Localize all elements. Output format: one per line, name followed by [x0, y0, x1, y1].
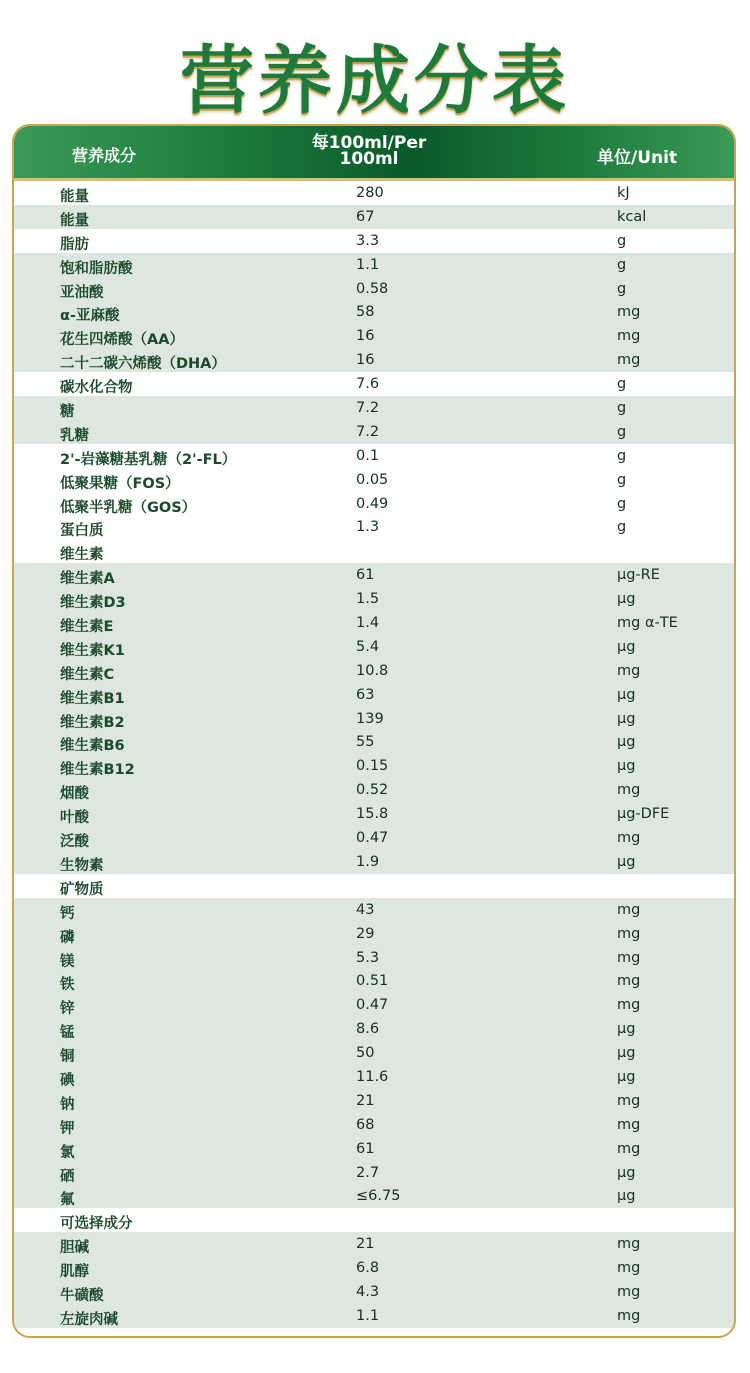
table-row: [14, 707, 734, 731]
nutrient-unit: mg: [617, 830, 641, 847]
nutrient-name: 维生素C: [60, 666, 115, 683]
table-row: [14, 1232, 734, 1256]
nutrient-value: 61: [356, 567, 375, 584]
nutrient-name: 二十二碳六烯酸（DHA）: [60, 356, 226, 373]
nutrient-name: 碘: [60, 1072, 75, 1089]
table-row: [14, 1089, 734, 1113]
table-row: [14, 659, 734, 683]
nutrient-name: 维生素K1: [60, 642, 125, 659]
table-row: [14, 492, 734, 516]
nutrient-value: 0.51: [356, 973, 389, 990]
nutrient-value: 8.6: [356, 1021, 380, 1038]
nutrient-name: 维生素D3: [60, 595, 126, 612]
table-row: [14, 1017, 734, 1041]
nutrient-name: 维生素: [60, 547, 104, 564]
table-row: [14, 277, 734, 301]
nutrient-name: 维生素B1: [60, 690, 125, 707]
table-row: [14, 1304, 734, 1328]
nutrient-value: 0.52: [356, 782, 389, 799]
table-row: [14, 946, 734, 970]
table-row: [14, 1184, 734, 1208]
nutrient-unit: mg: [617, 901, 641, 918]
nutrient-value: 5.4: [356, 638, 380, 655]
table-row: [14, 563, 734, 587]
table-row: [14, 420, 734, 444]
nutrient-value: 43: [356, 901, 375, 918]
table-row: [14, 683, 734, 707]
nutrient-name: 锌: [60, 1001, 75, 1018]
nutrient-unit: g: [617, 376, 627, 393]
nutrient-unit: mg: [617, 1283, 641, 1300]
table-row: [14, 611, 734, 635]
table-row: [14, 1041, 734, 1065]
nutrient-name: 硒: [60, 1168, 75, 1185]
nutrient-value: 7.2: [356, 423, 380, 440]
nutrient-unit: g: [617, 519, 627, 536]
table-row: [14, 826, 734, 850]
nutrient-unit: μg: [617, 1068, 636, 1085]
nutrient-unit: mg: [617, 925, 641, 942]
header-name: 营养成分: [72, 146, 137, 165]
nutrient-name: 低聚果糖（FOS）: [60, 475, 180, 492]
table-body: [14, 181, 734, 1328]
nutrient-name: 铁: [60, 977, 75, 994]
nutrient-value: 2.7: [356, 1164, 380, 1181]
nutrient-unit: μg: [617, 710, 636, 727]
nutrient-value: 0.49: [356, 495, 389, 512]
nutrient-unit: μg: [617, 734, 636, 751]
nutrient-name: 乳糖: [60, 427, 89, 444]
nutrient-unit: μg: [617, 591, 636, 608]
nutrient-name: 胆碱: [60, 1240, 89, 1257]
nutrient-unit: mg: [617, 1116, 641, 1133]
nutrient-value: 7.6: [356, 376, 380, 393]
nutrient-unit: g: [617, 471, 627, 488]
nutrient-value: 67: [356, 208, 375, 225]
nutrient-unit: kJ: [617, 185, 630, 201]
nutrient-name: 烟酸: [60, 786, 89, 803]
nutrient-unit: μg: [617, 686, 636, 703]
nutrition-table: [12, 124, 736, 1338]
table-row: [14, 802, 734, 826]
nutrient-unit: g: [617, 280, 627, 297]
nutrient-value: 1.9: [356, 853, 380, 870]
nutrient-name: 泛酸: [60, 834, 89, 851]
table-row: [14, 205, 734, 229]
nutrient-value: ≤6.75: [356, 1188, 401, 1205]
nutrient-unit: mg: [617, 1236, 641, 1253]
nutrient-name: 可选择成分: [60, 1216, 133, 1233]
nutrient-name: 维生素E: [60, 619, 114, 636]
nutrient-value: 1.1: [356, 256, 380, 273]
table-row: [14, 1137, 734, 1161]
nutrient-value: 11.6: [356, 1068, 389, 1085]
nutrient-unit: mg: [617, 1140, 641, 1157]
nutrient-value: 15.8: [356, 806, 389, 823]
nutrient-unit: g: [617, 495, 627, 512]
table-row: [14, 1065, 734, 1089]
nutrient-name: 蛋白质: [60, 523, 104, 540]
table-row: [14, 468, 734, 492]
nutrient-unit: mg: [617, 1092, 641, 1109]
nutrient-value: 0.15: [356, 758, 389, 775]
nutrient-unit: mg: [617, 1307, 641, 1324]
nutrient-value: 63: [356, 686, 375, 703]
nutrient-name: 左旋肉碱: [60, 1311, 118, 1328]
nutrient-name: 氟: [60, 1192, 75, 1209]
table-row: [14, 181, 734, 205]
nutrient-unit: kcal: [617, 208, 647, 225]
nutrient-name: 维生素B12: [60, 762, 135, 779]
nutrient-value: 21: [356, 1236, 375, 1253]
nutrient-value: 16: [356, 352, 375, 369]
table-row: [14, 444, 734, 468]
nutrient-name: 肌醇: [60, 1264, 89, 1281]
nutrient-value: 55: [356, 734, 375, 751]
table-row: [14, 778, 734, 802]
table-row: [14, 324, 734, 348]
nutrient-unit: mg: [617, 782, 641, 799]
table-row: [14, 635, 734, 659]
nutrient-unit: mg: [617, 328, 641, 345]
table-row: [14, 1113, 734, 1137]
nutrient-unit: mg: [617, 949, 641, 966]
nutrient-name: 能量: [60, 212, 89, 229]
nutrient-unit: g: [617, 232, 627, 249]
nutrient-value: 29: [356, 925, 375, 942]
nutrient-value: 139: [356, 710, 384, 727]
nutrient-name: 矿物质: [60, 881, 104, 898]
table-row: [14, 396, 734, 420]
table-row: [14, 515, 734, 539]
table-row: [14, 587, 734, 611]
nutrient-unit: μg: [617, 1045, 636, 1062]
nutrient-value: 10.8: [356, 662, 389, 679]
table-row: [14, 253, 734, 277]
nutrient-name: 脂肪: [60, 236, 89, 253]
nutrient-unit: μg: [617, 853, 636, 870]
table-row: [14, 1280, 734, 1304]
nutrient-name: 镁: [60, 953, 75, 970]
nutrient-value: 21: [356, 1092, 375, 1109]
header-value: 每100ml/Per 100ml: [311, 133, 427, 169]
nutrient-name: 2'-岩藻糖基乳糖（2'-FL）: [60, 451, 237, 468]
table-row: [14, 730, 734, 754]
nutrient-value: 3.3: [356, 232, 380, 249]
nutrient-value: 6.8: [356, 1260, 380, 1277]
nutrient-value: 1.5: [356, 591, 380, 608]
nutrient-name: 氯: [60, 1144, 75, 1161]
nutrient-name: 铜: [60, 1049, 75, 1066]
table-row: [14, 1208, 734, 1232]
nutrient-value: 1.4: [356, 615, 380, 632]
nutrient-unit: μg: [617, 758, 636, 775]
table-row: [14, 1256, 734, 1280]
nutrient-value: 0.05: [356, 471, 389, 488]
nutrient-unit: mg α-TE: [617, 615, 678, 632]
nutrient-unit: g: [617, 400, 627, 417]
nutrient-unit: g: [617, 447, 627, 464]
table-row: [14, 754, 734, 778]
nutrient-name: 锰: [60, 1025, 75, 1042]
header-unit: 单位/Unit: [597, 148, 678, 168]
nutrient-unit: mg: [617, 997, 641, 1014]
nutrient-name: 糖: [60, 404, 75, 421]
nutrient-unit: μg-RE: [617, 567, 660, 584]
nutrient-name: 生物素: [60, 857, 104, 874]
nutrient-unit: mg: [617, 662, 641, 679]
table-row: [14, 850, 734, 874]
nutrient-name: 维生素B6: [60, 738, 125, 755]
table-row: [14, 993, 734, 1017]
nutrient-unit: μg: [617, 1188, 636, 1205]
nutrient-value: 1.3: [356, 519, 380, 536]
nutrient-name: 亚油酸: [60, 284, 104, 301]
table-header: [14, 126, 734, 181]
nutrient-unit: mg: [617, 352, 641, 369]
nutrient-name: 碳水化合物: [60, 380, 133, 397]
nutrient-name: 花生四烯酸（AA）: [60, 332, 184, 349]
nutrient-unit: μg: [617, 638, 636, 655]
table-row: [14, 898, 734, 922]
nutrient-name: 钙: [60, 905, 75, 922]
nutrient-value: 5.3: [356, 949, 380, 966]
nutrient-unit: mg: [617, 1260, 641, 1277]
nutrient-name: 饱和脂肪酸: [60, 260, 133, 277]
nutrient-value: 280: [356, 185, 384, 201]
nutrient-value: 1.1: [356, 1307, 380, 1324]
nutrient-name: 能量: [60, 189, 89, 205]
nutrient-name: 钾: [60, 1120, 75, 1137]
nutrient-name: 维生素B2: [60, 714, 125, 731]
nutrient-name: α-亚麻酸: [60, 308, 120, 325]
table-row: [14, 539, 734, 563]
nutrient-unit: μg-DFE: [617, 806, 670, 823]
nutrient-value: 68: [356, 1116, 375, 1133]
table-row: [14, 922, 734, 946]
nutrient-name: 低聚半乳糖（GOS）: [60, 499, 197, 516]
nutrient-name: 维生素A: [60, 571, 115, 588]
nutrient-value: 16: [356, 328, 375, 345]
table-row: [14, 300, 734, 324]
nutrient-unit: g: [617, 256, 627, 273]
table-row: [14, 348, 734, 372]
nutrient-value: 58: [356, 304, 375, 321]
nutrient-value: 0.47: [356, 830, 389, 847]
nutrient-unit: mg: [617, 304, 641, 321]
nutrient-unit: μg: [617, 1021, 636, 1038]
nutrient-name: 钠: [60, 1096, 75, 1113]
nutrient-value: 61: [356, 1140, 375, 1157]
table-row: [14, 372, 734, 396]
table-row: [14, 229, 734, 253]
nutrient-value: 50: [356, 1045, 375, 1062]
nutrient-value: 0.47: [356, 997, 389, 1014]
nutrient-unit: mg: [617, 973, 641, 990]
nutrient-value: 7.2: [356, 400, 380, 417]
page-title: 营养成分表: [180, 38, 570, 124]
nutrient-value: 0.1: [356, 447, 380, 464]
nutrient-name: 叶酸: [60, 810, 89, 827]
nutrient-value: 4.3: [356, 1283, 380, 1300]
table-row: [14, 1161, 734, 1185]
nutrient-unit: μg: [617, 1164, 636, 1181]
nutrient-name: 磷: [60, 929, 75, 946]
table-row: [14, 969, 734, 993]
nutrient-unit: g: [617, 423, 627, 440]
nutrient-name: 牛磺酸: [60, 1287, 104, 1304]
table-row: [14, 874, 734, 898]
nutrient-value: 0.58: [356, 280, 389, 297]
